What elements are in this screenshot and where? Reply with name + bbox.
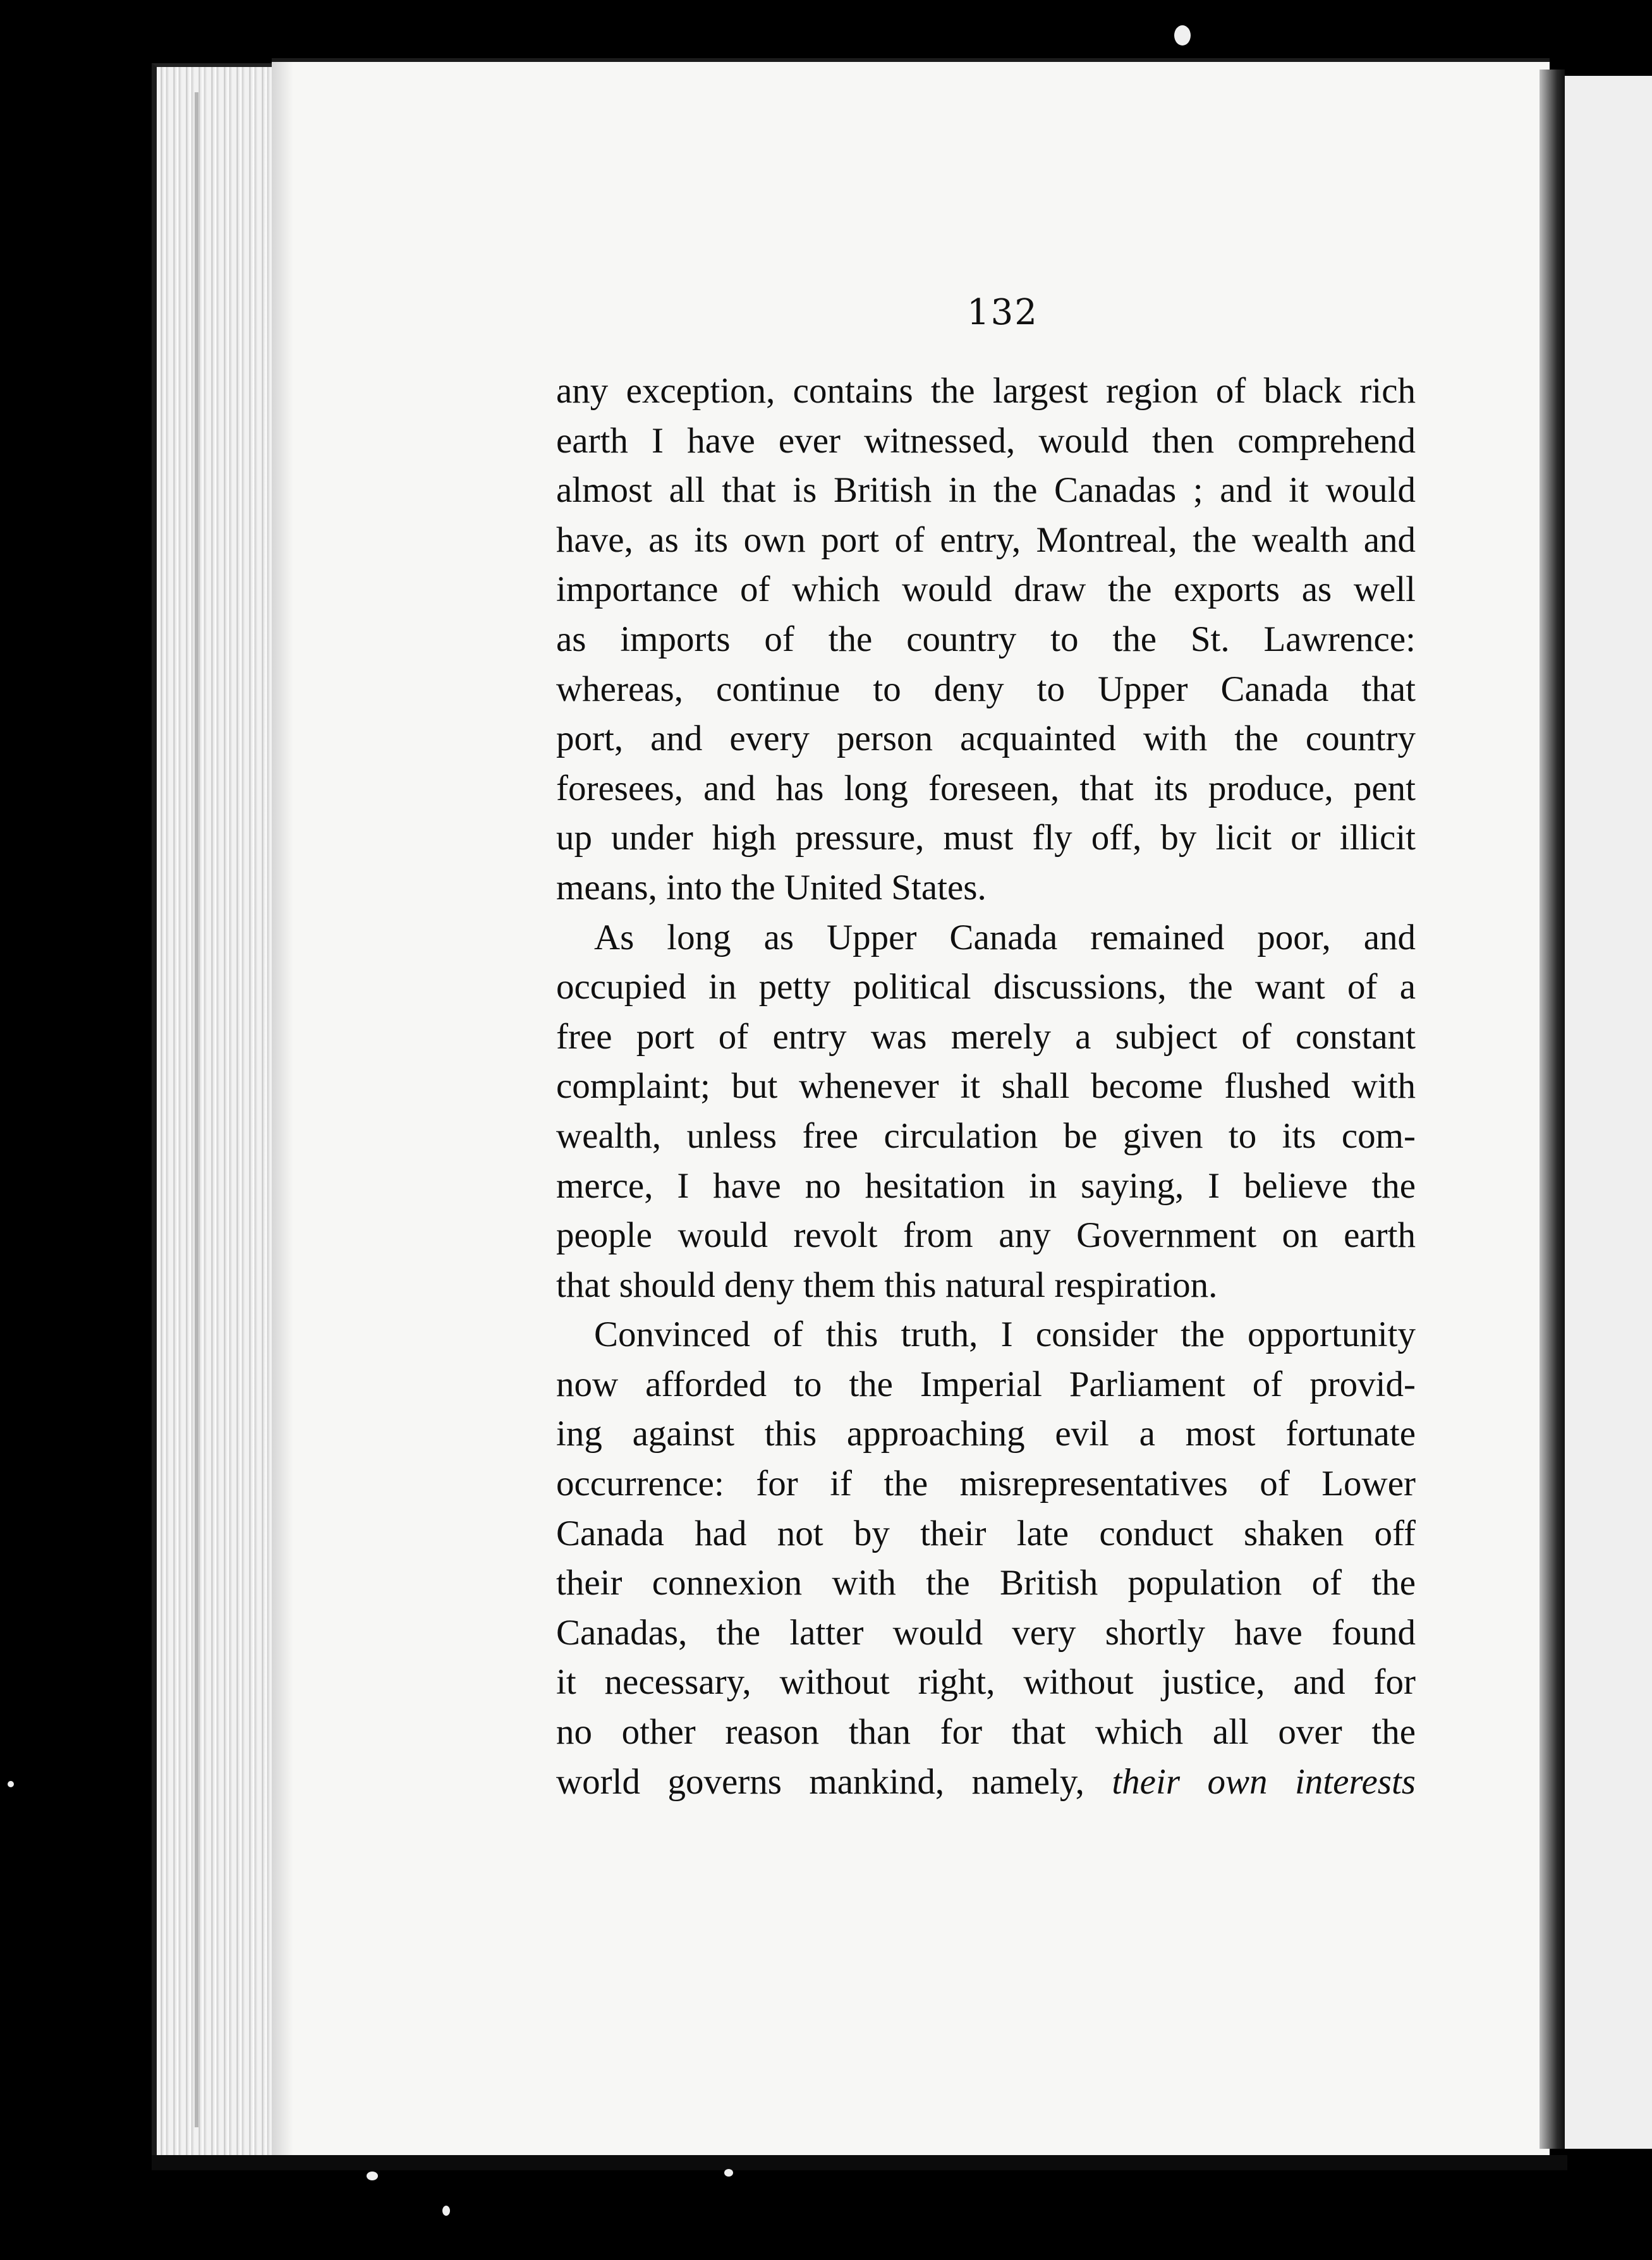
text-line: means, into the United States. [556, 867, 987, 908]
text-line: ing against this approaching evil a most fortunate [556, 1414, 1416, 1454]
text-line: no other reason than for that which all over the [556, 1712, 1416, 1753]
text-line: As long as Upper Canada remained poor, and [594, 917, 1416, 957]
text-line: it necessary, without right, without justice, and for [556, 1662, 1416, 1703]
text-run: world governs mankind, namely, [556, 1761, 1112, 1802]
text-line: importance of which would draw the exports as well [556, 569, 1416, 610]
binding-gutter [1540, 70, 1565, 2149]
text-line: port, and every person acquainted with the country [556, 719, 1416, 759]
paragraph [556, 1310, 1416, 1807]
paragraph [556, 367, 1416, 913]
text-line: Canada had not by their late conduct shaken off [556, 1513, 1416, 1553]
text-line: complaint; but whenever it shall become flushed with [556, 1066, 1416, 1107]
text-line: almost all that is British in the Canadas ; and it would [556, 470, 1416, 511]
page-edges-left [152, 63, 283, 2165]
dust-speck [1174, 25, 1191, 46]
text-line: that should deny them this natural respiration. [556, 1265, 1218, 1305]
text-line: Convinced of this truth, I consider the opportunity [594, 1315, 1416, 1355]
text-line: merce, I have no hesitation in saying, I believe the [556, 1165, 1416, 1206]
text-line: Canadas, the latter would very shortly have found [556, 1612, 1416, 1653]
text-line: occupied in petty political discussions, the want of a [556, 967, 1416, 1007]
text-line: as imports of the country to the St. Lawrence: [556, 619, 1416, 659]
dust-speck [367, 2172, 378, 2180]
text-line: occurrence: for if the misrepresentatives of Lower [556, 1464, 1416, 1504]
dust-speck [8, 1781, 14, 1787]
page-number: 132 [967, 292, 1038, 333]
text-line: earth I have ever witnessed, would then comprehend [556, 420, 1416, 461]
text-line [556, 1758, 1416, 1807]
text-line: people would revolt from any Government on earth [556, 1215, 1416, 1256]
text-line: any exception, contains the largest region of black rich [556, 371, 1416, 411]
text-line: up under high pressure, must fly off, by licit or illicit [556, 818, 1416, 858]
text-line: foresees, and has long foreseen, that its produce, pent [556, 768, 1416, 808]
text-line: wealth, unless free circulation be given to its com- [556, 1115, 1416, 1156]
paragraph [556, 913, 1416, 1311]
text-line: whereas, continue to deny to Upper Canada that [556, 669, 1416, 709]
text-line: have, as its own port of entry, Montreal, the wealth and [556, 519, 1416, 560]
bottom-shadow [152, 2155, 1567, 2170]
dust-speck [724, 2169, 733, 2177]
text-line: now afforded to the Imperial Parliament of provid- [556, 1364, 1416, 1404]
text-line: their connexion with the British population of the [556, 1563, 1416, 1603]
italic-text-run: their own interests [1112, 1761, 1416, 1802]
dust-speck [442, 2206, 450, 2216]
body-text [556, 367, 1416, 1807]
text-line: free port of entry was merely a subject of constant [556, 1016, 1416, 1057]
facing-page-edge [1565, 76, 1652, 2149]
